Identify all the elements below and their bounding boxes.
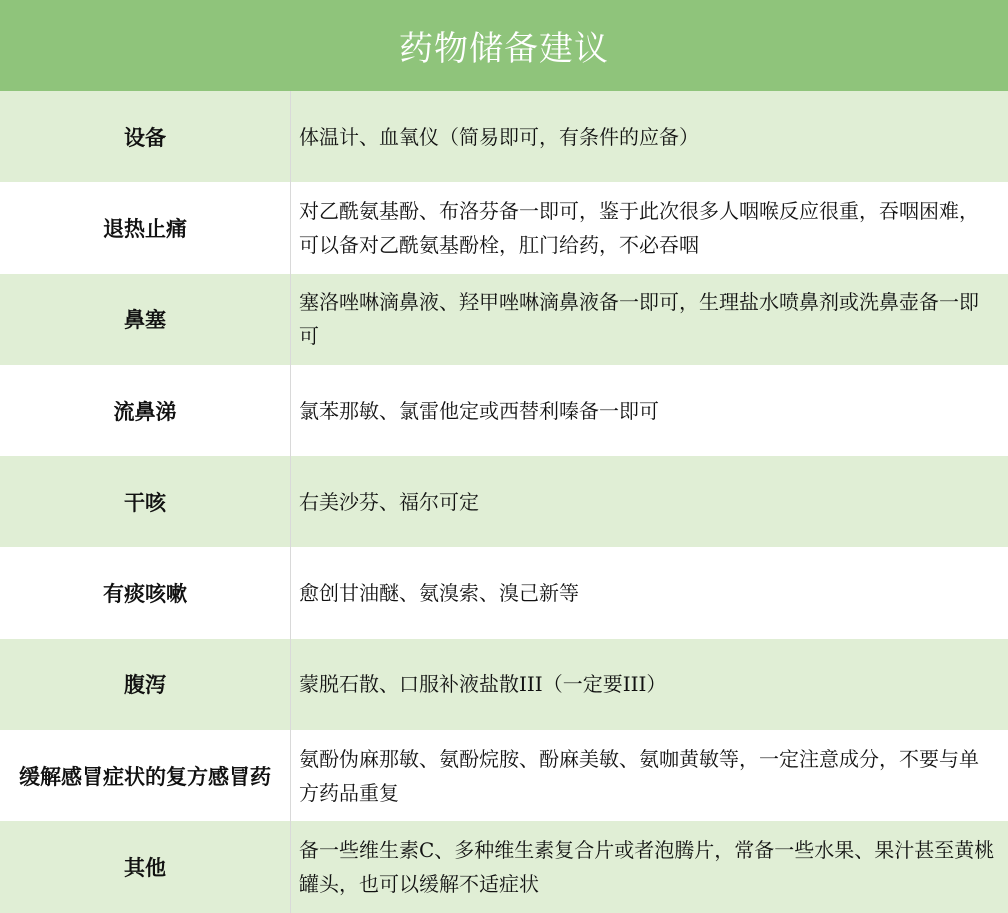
row-suggestion [290,182,1008,273]
row-suggestion-text: 对乙酰氨基酚、布洛芬备一即可，鉴于此次很多人咽喉反应很重，吞咽困难，可以备对乙酰氨基酚栓，肛门给药，不必吞咽 [299,198,979,257]
row-category: 其他 [124,855,166,881]
row-suggestion [290,91,1008,182]
table-row [0,365,1008,456]
row-category: 鼻塞 [124,307,166,333]
row-suggestion-text: 右美沙芬、福尔可定 [299,489,479,514]
row-suggestion-text: 蒙脱石散、口服补液盐散III（一定要III） [299,672,667,697]
row-suggestion [290,821,1008,912]
row-category: 缓解感冒症状的复方感冒药 [19,763,271,789]
row-category: 干咳 [124,489,166,515]
table-row [0,821,1008,912]
row-category: 退热止痛 [103,215,187,241]
row-category: 腹泻 [124,672,166,698]
row-suggestion [290,456,1008,547]
table-row [0,547,1008,638]
row-suggestion-text: 体温计、血氧仪（简易即可，有条件的应备） [299,124,699,149]
row-suggestion-text: 氨酚伪麻那敏、氨酚烷胺、酚麻美敏、氨咖黄敏等，一定注意成分，不要与单方药品重复 [299,746,979,805]
row-suggestion [290,365,1008,456]
row-suggestion [290,730,1008,821]
table-row [0,639,1008,730]
row-suggestion [290,639,1008,730]
table-row [0,91,1008,182]
row-category: 有痰咳嗽 [103,581,187,607]
table-row [0,182,1008,273]
row-suggestion [290,547,1008,638]
table-row [0,274,1008,365]
row-suggestion-text: 氯苯那敏、氯雷他定或西替利嗪备一即可 [299,398,659,423]
row-suggestion-text: 塞洛唑啉滴鼻液、羟甲唑啉滴鼻液备一即可，生理盐水喷鼻剂或洗鼻壶备一即可 [299,290,979,349]
row-suggestion-text: 备一些维生素C、多种维生素复合片或者泡腾片，常备一些水果、果汁甚至黄桃罐头，也可以缓解不适症状 [299,838,995,897]
table-body [0,91,1008,913]
table-row [0,730,1008,821]
row-suggestion [290,274,1008,365]
row-category: 设备 [124,124,166,150]
table-title: 药物储备建议 [0,0,1008,91]
row-suggestion-text: 愈创甘油醚、氨溴索、溴己新等 [299,581,579,606]
row-category: 流鼻涕 [113,398,177,424]
table-row [0,456,1008,547]
